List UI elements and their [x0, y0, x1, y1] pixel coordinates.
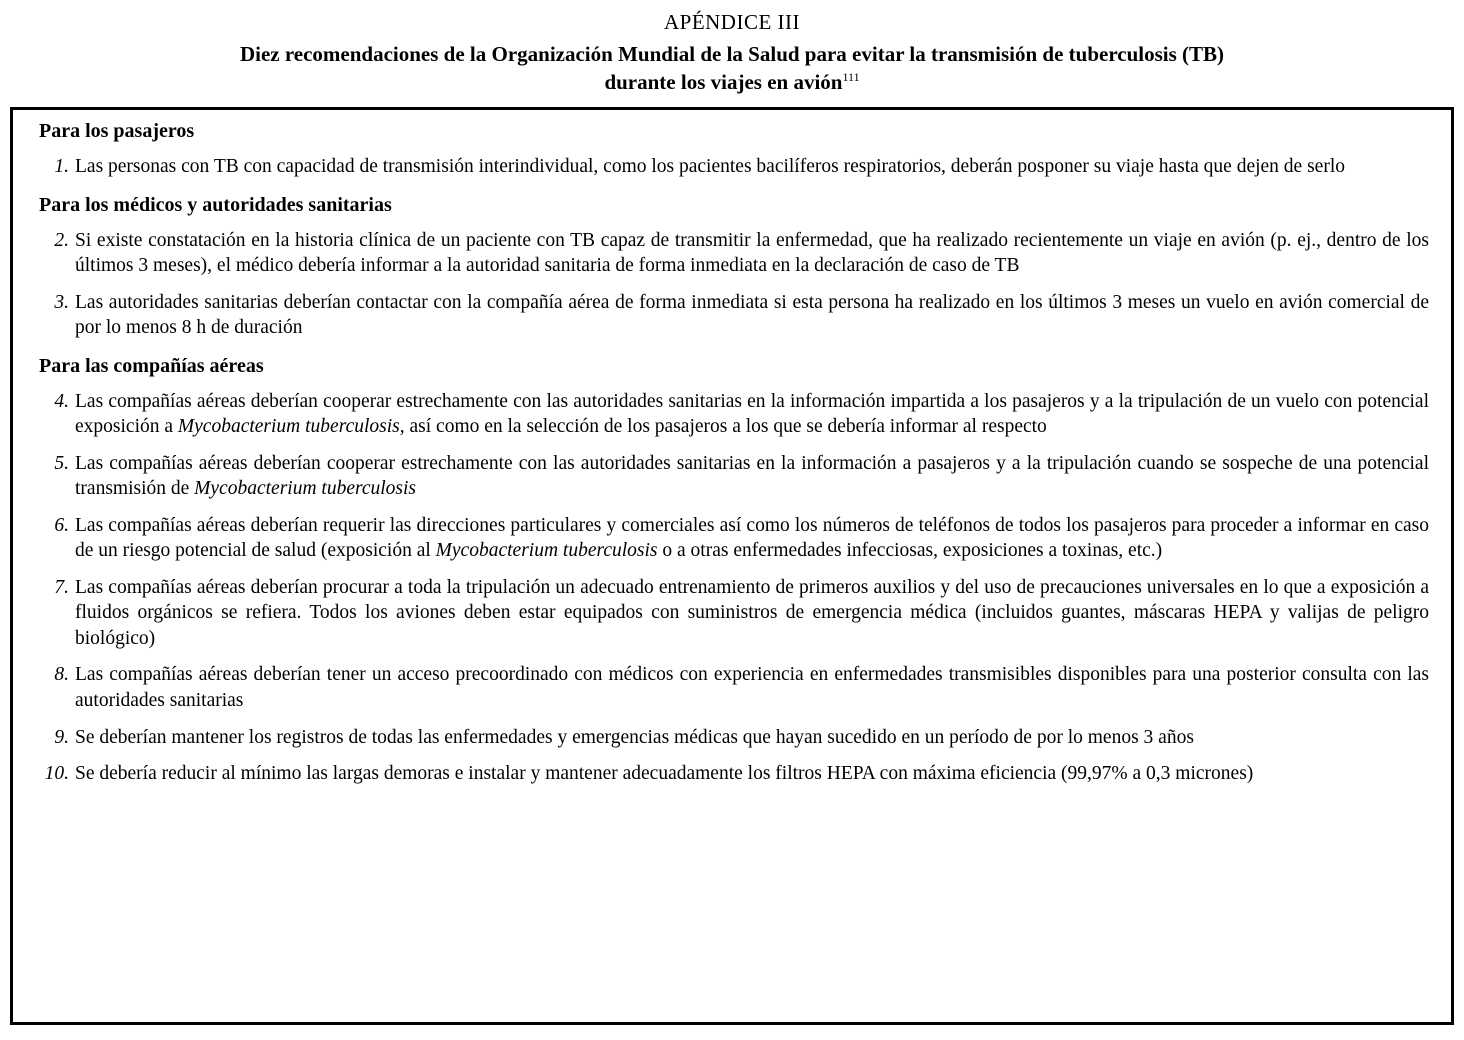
footnote-reference: 111	[842, 70, 860, 84]
item-text: Las compañías aéreas deberían procurar a toda la tripulación un adecuado entrenamiento de primeros auxilios y del uso de precauciones universales en lo que a exposición a fluidos orgánicos se refiera. Todos los aviones deben estar equipados con suministros de emergencia médica (incluidos guantes, máscaras HEPA y valijas de peligro biológico)	[75, 576, 1429, 649]
list-item	[39, 575, 1429, 652]
item-number: 2.	[54, 229, 69, 251]
list-item	[39, 662, 1429, 713]
item-number: 3.	[54, 291, 69, 313]
list-item	[39, 513, 1429, 564]
list-item	[39, 290, 1429, 341]
item-text: Se debería reducir al mínimo las largas demoras e instalar y mantener adecuadamente los filtros HEPA con máxima eficiencia (99,97% a 0,3 micrones)	[75, 763, 1254, 785]
item-text: Las compañías aéreas deberían cooperar estrechamente con las autoridades sanitarias en la información impartida a los pasajeros y a la tripulación de un vuelo con potencial exposición a	[75, 390, 1429, 438]
item-number: 4.	[54, 390, 69, 412]
appendix-title: APÉNDICE III	[663, 10, 801, 34]
item-number: 6.	[54, 514, 69, 536]
document-title-line1: Diez recomendaciones de la Organización Mundial de la Salud para evitar la transmisión de tuberculosis (TB)	[239, 42, 1225, 66]
document-title-line2-text: durante los viajes en avión	[604, 70, 843, 94]
item-text-italic: Mycobacterium tuberculosis	[435, 540, 658, 562]
item-text: Las autoridades sanitarias deberían contactar con la compañía aérea de forma inmediata si esta persona ha realizado en los últimos 3 meses un vuelo en avión comercial de por lo menos 8 h de duración	[75, 291, 1429, 339]
item-number: 7.	[54, 576, 69, 598]
list-item	[39, 761, 1429, 787]
list-item	[39, 389, 1429, 440]
item-text-italic: Mycobacterium tuberculosis,	[177, 416, 405, 438]
item-text: Las compañías aéreas deberían cooperar estrechamente con las autoridades sanitarias en la información a pasajeros y a la tripulación cuando se sospeche de una potencial transmisión de	[75, 452, 1429, 500]
document-title-line2	[0, 70, 1464, 95]
title-block	[0, 0, 1464, 95]
item-text: Si existe constatación en la historia clínica de un paciente con TB capaz de transmitir la enfermedad, que ha realizado recientemente un viaje en avión (p. ej., dentro de los últimos 3 meses), el médico debería informar a la autoridad sanitaria de forma inmediata en la declaración de caso de TB	[75, 229, 1429, 277]
item-number: 9.	[54, 726, 69, 748]
recommendations-box	[10, 107, 1454, 1025]
item-text: Se deberían mantener los registros de todas las enfermedades y emergencias médicas que hayan sucedido en un período de por lo menos 3 años	[75, 726, 1194, 748]
item-text: o a otras enfermedades infecciosas, exposiciones a toxinas, etc.)	[657, 540, 1163, 562]
list-item	[39, 725, 1429, 751]
item-text: Las personas con TB con capacidad de transmisión interindividual, como los pacientes bacilíferos respiratorios, deberán posponer su viaje hasta que dejen de serlo	[75, 156, 1345, 177]
section-heading: Para los pasajeros	[39, 120, 195, 142]
item-number: 1.	[54, 156, 69, 177]
item-text: así como en la selección de los pasajeros a los que se debería informar al respecto	[404, 416, 1047, 438]
item-text-italic: Mycobacterium tuberculosis	[194, 478, 417, 500]
item-number: 5.	[54, 452, 69, 474]
item-text: Las compañías aéreas deberían requerir las direcciones particulares y comerciales así como los números de teléfonos de todos los pasajeros para proceder a informar en caso de un riesgo potencial de salud (exposición al	[75, 514, 1429, 562]
item-number: 8.	[54, 664, 69, 686]
section-heading: Para los médicos y autoridades sanitarias	[39, 193, 392, 216]
list-item	[39, 228, 1429, 279]
section-heading: Para las compañías aéreas	[39, 354, 264, 377]
list-item	[39, 154, 1429, 180]
item-number: 10.	[44, 763, 69, 785]
item-text: Las compañías aéreas deberían tener un acceso precoordinado con médicos con experiencia en enfermedades transmisibles disponibles para una posterior consulta con las autoridades sanitarias	[75, 664, 1429, 711]
list-item	[39, 451, 1429, 502]
